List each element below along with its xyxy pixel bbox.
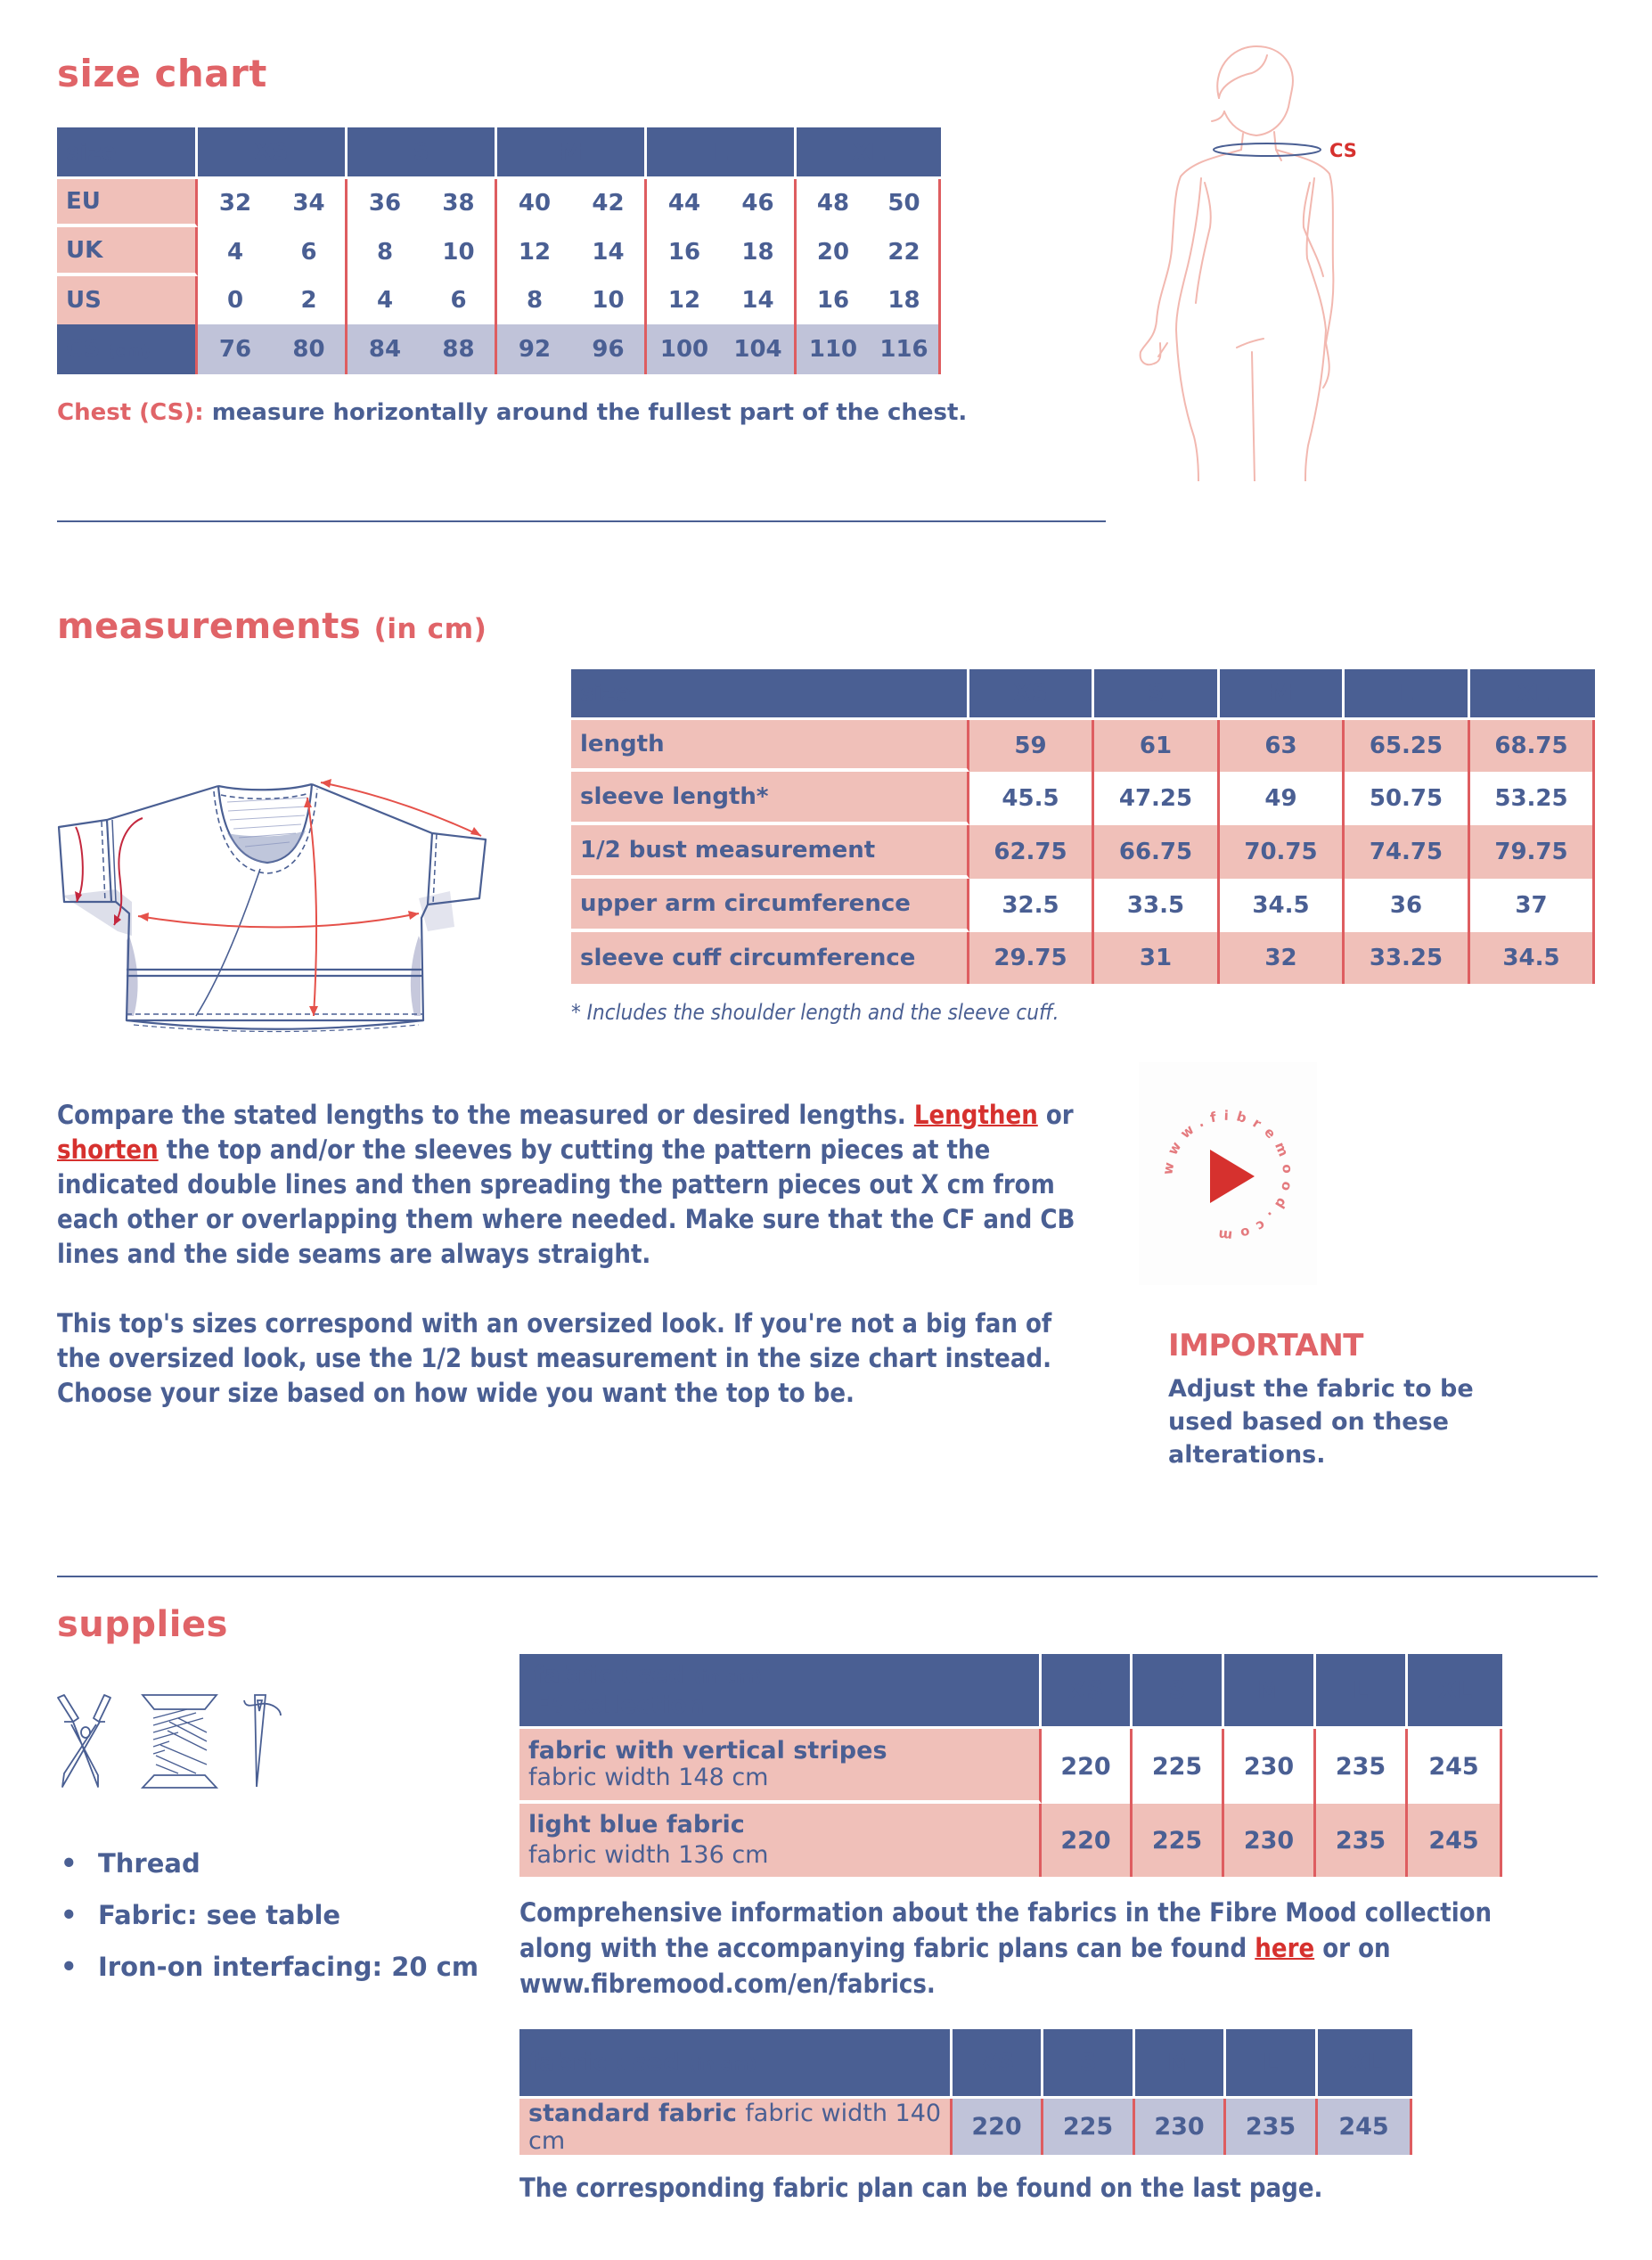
cell: 34.5 xyxy=(1220,879,1345,932)
measurements-row-bust xyxy=(571,825,1595,879)
row-label: upper arm circumference xyxy=(571,879,969,932)
cell: 80 xyxy=(273,324,348,374)
header-text: fabric used xyxy=(534,1660,686,1689)
important-text: Adjust the fabric to be used based on these alterations. xyxy=(1168,1375,1474,1469)
supplies-icons xyxy=(53,1693,312,1791)
cell: 38 xyxy=(422,179,497,227)
fabric-info-here-link[interactable]: here xyxy=(1255,1933,1315,1963)
bullet: • xyxy=(61,1900,78,1930)
row-label: sleeve cuff circumference xyxy=(571,932,969,984)
supplies-item-text: Fabric: see table xyxy=(98,1900,341,1930)
cell: 4 xyxy=(348,276,422,324)
row-label: UK xyxy=(57,227,198,276)
cell: 14 xyxy=(722,276,797,324)
fabric-info-text: or on www.fibremood.com/en/fabrics. xyxy=(519,1933,1391,1999)
fabric2-header-l: L xyxy=(1226,2029,1318,2096)
chest-measure-line xyxy=(1214,143,1321,156)
cell: 245 xyxy=(1408,1804,1502,1877)
supplies-list xyxy=(57,1838,478,1993)
cell: 31 xyxy=(1094,932,1220,984)
cell: 220 xyxy=(953,2099,1043,2155)
size-chart-row-cs xyxy=(57,324,941,374)
row-label-text: CS xyxy=(66,336,101,363)
size-header-l: L xyxy=(647,127,797,176)
row-label xyxy=(57,324,198,374)
measurements-header-l: L xyxy=(1345,669,1470,717)
fabric-table-standard xyxy=(519,2029,1412,2155)
cell: 16 xyxy=(797,276,870,324)
cell: 245 xyxy=(1318,2099,1412,2155)
cell: 48 xyxy=(797,179,870,227)
cell: 50 xyxy=(870,179,941,227)
cell: 14 xyxy=(572,227,647,276)
tshirt-technical-drawing xyxy=(53,749,490,1034)
cell: 29.75 xyxy=(969,932,1094,984)
supplies-item-text: Iron-on interfacing: 20 cm xyxy=(98,1952,479,1982)
supplies-item xyxy=(57,1838,478,1889)
cell: 104 xyxy=(722,324,797,374)
cell: 34.5 xyxy=(1470,932,1595,984)
cell: 79.75 xyxy=(1470,825,1595,879)
cell: 4 xyxy=(198,227,273,276)
header-text: fabric used xyxy=(528,2049,681,2076)
instructions-text: or xyxy=(1037,1100,1074,1130)
header-unit: (in cm) xyxy=(693,1666,763,1687)
size-chart-row-eu xyxy=(57,179,941,227)
fabric-table-2-header-label xyxy=(519,2029,953,2096)
size-chart-row-us xyxy=(57,276,941,324)
fabric-info-text: Comprehensive information about the fabrics in the Fibre Mood collection along with the accompanying fabric plans can be found xyxy=(519,1897,1493,1963)
cell: 225 xyxy=(1043,2099,1135,2155)
bullet: • xyxy=(61,1952,78,1982)
cell: 42 xyxy=(572,179,647,227)
bust-arrow xyxy=(138,913,419,927)
fabric-header-xs: XS xyxy=(1042,1654,1133,1726)
fabric-name: standard fabric xyxy=(528,2099,737,2127)
cell: 110 xyxy=(797,324,870,374)
supplies-title: supplies xyxy=(57,1604,228,1645)
cell: 18 xyxy=(870,276,941,324)
fabric-info-paragraph xyxy=(519,1895,1509,2002)
cell: 88 xyxy=(422,324,497,374)
row-label-unit: (cm) xyxy=(108,342,151,361)
cell: 18 xyxy=(722,227,797,276)
needle-icon xyxy=(244,1695,281,1787)
chest-note xyxy=(57,399,967,426)
cuff-circumference-arrow xyxy=(76,827,83,902)
cell: 230 xyxy=(1135,2099,1226,2155)
cell: 32 xyxy=(198,179,273,227)
play-icon xyxy=(1139,1062,1317,1285)
thread-spool-icon xyxy=(143,1695,217,1788)
size-chart-row-uk xyxy=(57,227,941,276)
cell: 6 xyxy=(273,227,348,276)
cell: 6 xyxy=(422,276,497,324)
fabric-width: fabric width 136 cm xyxy=(528,1841,769,1869)
cell: 45.5 xyxy=(969,772,1094,825)
cell: 66.75 xyxy=(1094,825,1220,879)
cell: 32.5 xyxy=(969,879,1094,932)
cell: 245 xyxy=(1408,1729,1502,1804)
cell: 70.75 xyxy=(1220,825,1345,879)
cell: 40 xyxy=(497,179,572,227)
cell: 116 xyxy=(870,324,941,374)
cell: 235 xyxy=(1316,1804,1408,1877)
row-label: 1/2 bust measurement xyxy=(571,825,969,879)
size-chart-table xyxy=(57,127,941,374)
fabric-header-l: L xyxy=(1316,1654,1408,1726)
measurements-row-upper-arm xyxy=(571,879,1595,932)
cell: 36 xyxy=(348,179,422,227)
measurements-row-cuff xyxy=(571,932,1595,984)
measurements-title-text: measurements xyxy=(57,606,362,647)
cell: 49 xyxy=(1220,772,1345,825)
row-label: EU xyxy=(57,179,198,227)
scissors-icon xyxy=(58,1695,110,1787)
measurements-header-row xyxy=(571,669,1595,717)
cell: 74.75 xyxy=(1345,825,1470,879)
measurements-title-unit: (in cm) xyxy=(373,613,487,645)
cell: 47.25 xyxy=(1094,772,1220,825)
cell: 62.75 xyxy=(969,825,1094,879)
cell: 32 xyxy=(1220,932,1345,984)
cell: 36 xyxy=(1345,879,1470,932)
cell: 220 xyxy=(1042,1729,1133,1804)
supplies-item-text: Thread xyxy=(98,1848,200,1879)
chest-note-text: measure horizontally around the fullest part of the chest. xyxy=(203,399,968,426)
cell: 8 xyxy=(348,227,422,276)
fabric-row-label xyxy=(519,1804,1042,1877)
row-label: sleeve length* xyxy=(571,772,969,825)
cell: 61 xyxy=(1094,720,1220,772)
cell: 68.75 xyxy=(1470,720,1595,772)
instructions-text: Compare the stated lengths to the measured or desired lengths. xyxy=(57,1100,914,1130)
cell: 59 xyxy=(969,720,1094,772)
bullet: • xyxy=(61,1848,78,1879)
cell: 76 xyxy=(198,324,273,374)
size-chart-title: size chart xyxy=(57,52,267,95)
cell: 235 xyxy=(1316,1729,1408,1804)
fabric-width: fabric width 140 cm xyxy=(528,2099,942,2155)
important-title: IMPORTANT xyxy=(1168,1328,1363,1363)
chest-note-label: Chest (CS): xyxy=(57,399,204,426)
measurements-header-xs: XS xyxy=(969,669,1094,717)
fabric-row-light-blue xyxy=(519,1804,1502,1877)
row-label: length xyxy=(571,720,969,772)
fibre-mood-logo-icon: Fϟ xyxy=(534,1691,565,1719)
measurements-header-m: M xyxy=(1220,669,1345,717)
size-header-xl: XL xyxy=(797,127,941,176)
measurements-row-sleeve-length xyxy=(571,772,1595,825)
fabric-row-label xyxy=(519,1729,1042,1804)
body-figure-illustration xyxy=(1132,36,1381,481)
fabric-row-label xyxy=(519,2099,953,2155)
fabric-table-collection xyxy=(519,1654,1502,1877)
instructions-paragraph-2: This top's sizes correspond with an oversized look. If you're not a big fan of the oversized look, use the 1/2 bust measurement in the size chart instead. Choose your size based on how wide you want the top to be. xyxy=(57,1308,1052,1408)
cell: 96 xyxy=(572,324,647,374)
shorten-link[interactable]: shorten xyxy=(57,1134,159,1165)
cell: 84 xyxy=(348,324,422,374)
cell: 230 xyxy=(1224,1729,1316,1804)
cell: 10 xyxy=(422,227,497,276)
cell: 2 xyxy=(273,276,348,324)
measurements-header-label: size xyxy=(571,669,969,717)
header-text: collection xyxy=(572,1691,705,1719)
length-arrow xyxy=(307,798,316,1016)
cell: 8 xyxy=(497,276,572,324)
cell: 46 xyxy=(722,179,797,227)
cell: 10 xyxy=(572,276,647,324)
video-play-button[interactable] xyxy=(1139,1062,1317,1285)
cell: 44 xyxy=(647,179,722,227)
fabric-name: light blue fabric xyxy=(528,1811,745,1838)
cell: 22 xyxy=(870,227,941,276)
fabric2-header-s: S xyxy=(1043,2029,1135,2096)
measurements-table xyxy=(571,669,1595,984)
measurements-header-xl: XL xyxy=(1470,669,1595,717)
measurements-row-length xyxy=(571,720,1595,772)
size-header-s: S xyxy=(348,127,497,176)
measurements-title xyxy=(57,606,487,647)
instructions-text: the top and/or the sleeves by cutting the pattern pieces at the indicated double lines and then spreading the pattern pieces out X cm from each other or overlapping them where needed. Make sure that the CF and CB lines and the side seams are always straight. xyxy=(57,1134,1075,1269)
video-ring-text: www.fibremood.com xyxy=(1159,1107,1296,1244)
header-unit: (in cm) xyxy=(688,2054,757,2075)
cell: 50.75 xyxy=(1345,772,1470,825)
cell: 33.5 xyxy=(1094,879,1220,932)
cell: 12 xyxy=(647,276,722,324)
cell: 20 xyxy=(797,227,870,276)
cell: 53.25 xyxy=(1470,772,1595,825)
row-label: US xyxy=(57,276,198,324)
cell: 34 xyxy=(273,179,348,227)
fabric-plan-note: The corresponding fabric plan can be found on the last page. xyxy=(519,2173,1323,2203)
size-chart-header-row xyxy=(57,127,941,176)
divider-2 xyxy=(57,1576,1598,1577)
sleeve-length-arrow xyxy=(321,782,481,836)
measurements-footnote: * Includes the shoulder length and the sleeve cuff. xyxy=(571,1000,1059,1025)
cell: 12 xyxy=(497,227,572,276)
cs-label: CS xyxy=(1329,140,1357,161)
cell: 37 xyxy=(1470,879,1595,932)
supplies-item xyxy=(57,1889,478,1941)
fabric-table-2-header xyxy=(519,2029,1412,2096)
cell: 235 xyxy=(1226,2099,1318,2155)
size-header-xs: XS xyxy=(198,127,348,176)
fabric-table-1-header xyxy=(519,1654,1502,1726)
cell: 92 xyxy=(497,324,572,374)
fabric-row-standard xyxy=(519,2099,1412,2155)
fabric-row-stripes xyxy=(519,1729,1502,1804)
cell: 63 xyxy=(1220,720,1345,772)
cell: 33.25 xyxy=(1345,932,1470,984)
divider-1 xyxy=(57,520,1106,522)
fabric-header-xl: XL xyxy=(1408,1654,1502,1726)
size-header-label: size xyxy=(57,127,198,176)
fabric-header-m: M xyxy=(1224,1654,1316,1726)
cell: 225 xyxy=(1133,1729,1224,1804)
measurements-header-s: S xyxy=(1094,669,1220,717)
fabric-table-1-header-label xyxy=(519,1654,1042,1726)
fabric2-header-m: M xyxy=(1135,2029,1226,2096)
cell: 0 xyxy=(198,276,273,324)
cell: 16 xyxy=(647,227,722,276)
fabric2-header-xs: XS xyxy=(953,2029,1043,2096)
cell: 100 xyxy=(647,324,722,374)
instructions-paragraph-1 xyxy=(57,1098,1091,1272)
size-header-m: M xyxy=(497,127,647,176)
cell: 65.25 xyxy=(1345,720,1470,772)
cell: 225 xyxy=(1133,1804,1224,1877)
lengthen-link[interactable]: Lengthen xyxy=(913,1100,1038,1130)
fabric-name: fabric with vertical stripes xyxy=(528,1737,887,1765)
fabric2-header-xl: XL xyxy=(1318,2029,1412,2096)
fabric-width: fabric width 148 cm xyxy=(528,1764,769,1791)
cell: 230 xyxy=(1224,1804,1316,1877)
supplies-item xyxy=(57,1941,478,1993)
fabric-header-s: S xyxy=(1133,1654,1224,1726)
cell: 220 xyxy=(1042,1804,1133,1877)
